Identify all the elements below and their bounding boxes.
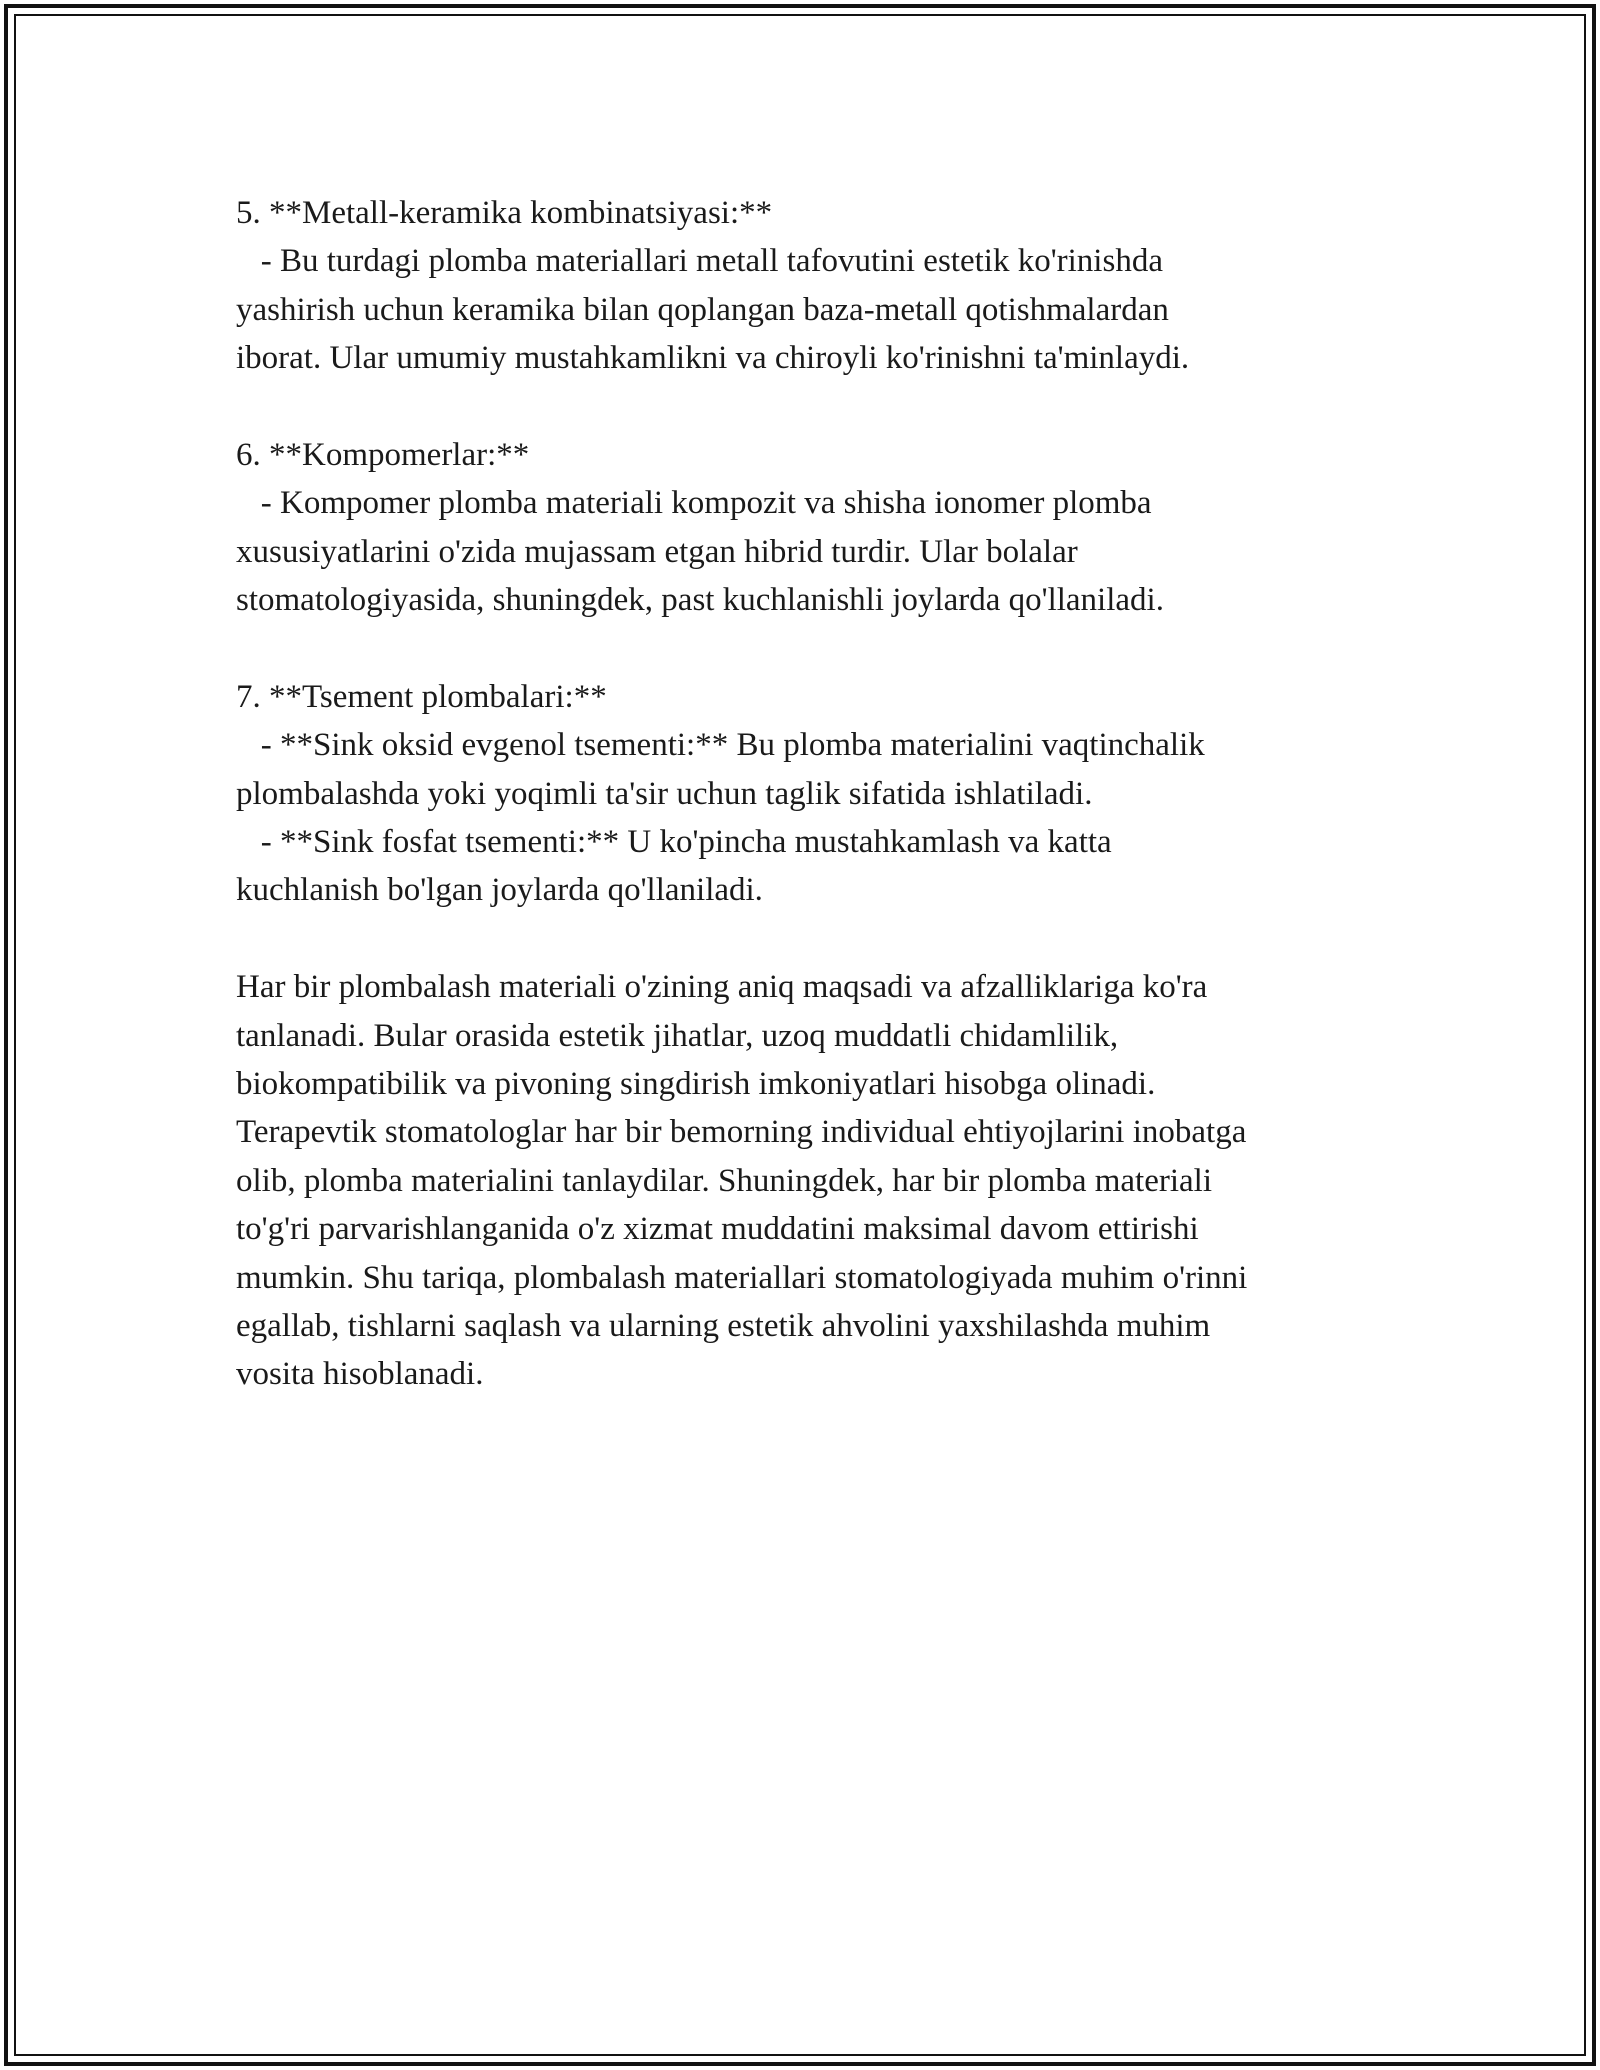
text-line: Har bir plombalash materiali o'zining aniq maqsadi va afzalliklariga ko'ra [236, 969, 1208, 1006]
text-line: tanlanadi. Bular orasida estetik jihatlar, uzoq muddatli chidamlilik, [236, 1017, 1119, 1054]
text-line: plombalashda yoki yoqimli ta'sir uchun taglik sifatida ishlatiladi. [236, 775, 1093, 812]
text-line: - **Sink oksid evgenol tsementi:** Bu plomba materialini vaqtinchalik [236, 727, 1205, 764]
text-line: egallab, tishlarni saqlash va ularning estetik ahvolini yaxshilashda muhim [236, 1307, 1211, 1344]
section-heading: 7. **Tsement plombalari:** [236, 678, 607, 715]
document-body [236, 189, 1386, 1399]
section-metal-ceramic [236, 189, 1386, 383]
section-heading: 5. **Metall-keramika kombinatsiyasi:** [236, 195, 773, 231]
text-line: iborat. Ular umumiy mustahkamlikni va chiroyli ko'rinishni ta'minlaydi. [236, 340, 1190, 377]
text-line: mumkin. Shu tariqa, plombalash materiallari stomatologiyada muhim o'rinni [236, 1259, 1248, 1296]
text-line: kuchlanish bo'lgan joylarda qo'llaniladi. [236, 872, 763, 909]
text-line: - Kompomer plomba materiali kompozit va shisha ionomer plomba [236, 485, 1152, 522]
text-line: stomatologiyasida, shuningdek, past kuchlanishli joylarda qo'llaniladi. [236, 582, 1164, 619]
conclusion-paragraph [236, 963, 1386, 1399]
text-line: xususiyatlarini o'zida mujassam etgan hibrid turdir. Ular bolalar [236, 533, 1078, 570]
text-line: olib, plomba materialini tanlaydilar. Shuningdek, har bir plomba materiali [236, 1162, 1213, 1199]
paragraph-gap [236, 625, 1386, 673]
text-line: yashirish uchun keramika bilan qoplangan baza-metall qotishmalardan [236, 291, 1169, 328]
text-line: - **Sink fosfat tsementi:** U ko'pincha mustahkamlash va katta [236, 824, 1112, 861]
paragraph-gap [236, 383, 1386, 431]
text-line: - Bu turdagi plomba materiallari metall tafovutini estetik ko'rinishda [236, 243, 1163, 280]
section-heading: 6. **Kompomerlar:** [236, 436, 530, 473]
text-line: biokompatibilik va pivoning singdirish imkoniyatlari hisobga olinadi. [236, 1066, 1156, 1103]
text-line: Terapevtik stomatologlar har bir bemorning individual ehtiyojlarini inobatga [236, 1114, 1247, 1151]
section-cements [236, 673, 1386, 915]
text-line: vosita hisoblanadi. [236, 1356, 484, 1393]
section-compomers [236, 431, 1386, 625]
text-line: to'g'ri parvarishlanganida o'z xizmat muddatini maksimal davom ettirishi [236, 1211, 1199, 1248]
paragraph-gap [236, 915, 1386, 963]
